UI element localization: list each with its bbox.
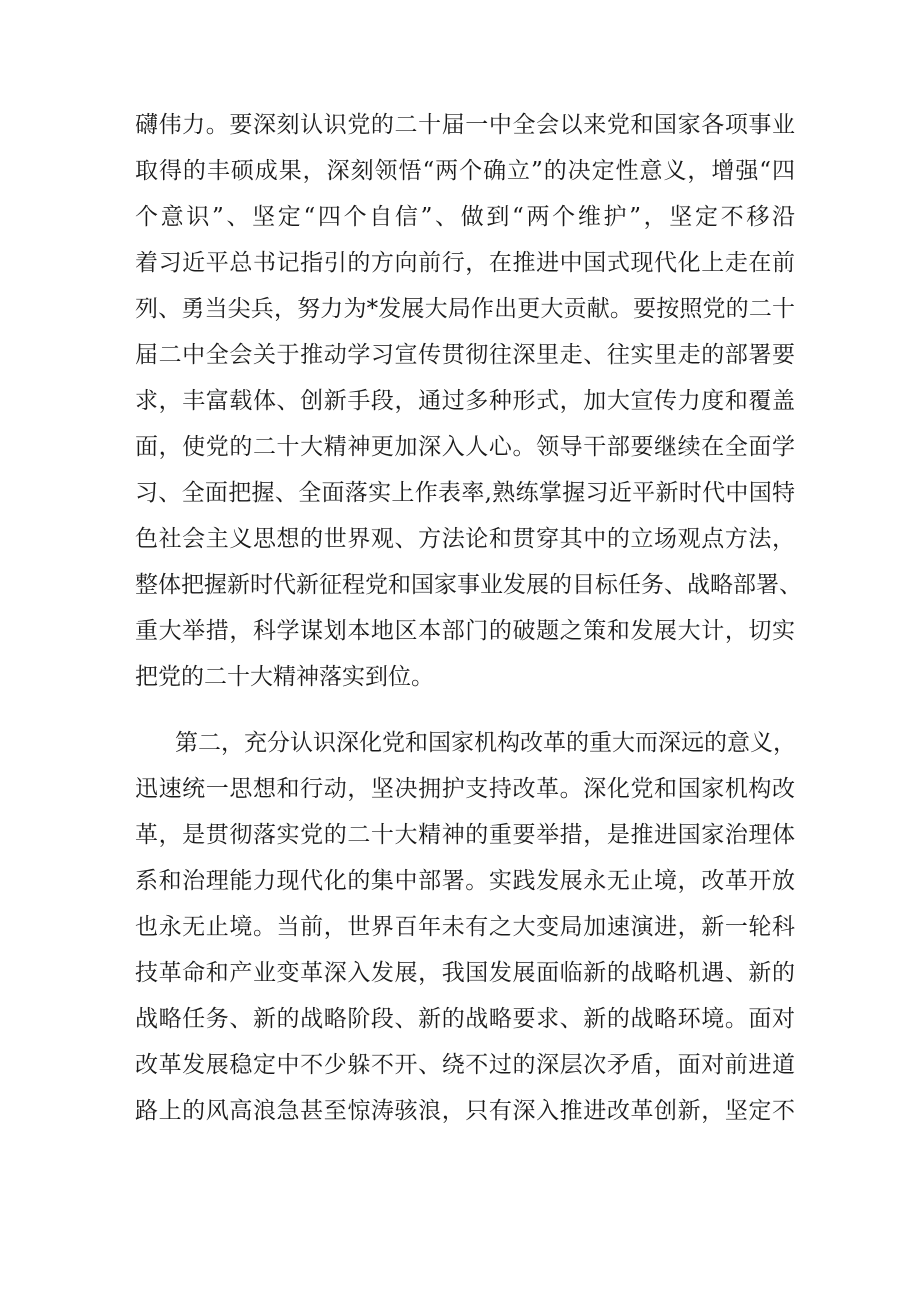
text-line: 第二，充分认识深化党和国家机构改革的重大而深远的意义， bbox=[175, 730, 796, 756]
text-line: 个意识”、坚定“四个自信”、做到“两个维护”，坚定不移沿 bbox=[135, 204, 795, 230]
text-line: 路上的风高浪急甚至惊涛骇浪，只有深入推进改革创新，坚定不 bbox=[135, 1098, 795, 1124]
text-line: 改革发展稳定中不少躲不开、绕不过的深层次矛盾，面对前进道 bbox=[135, 1052, 795, 1078]
text-line: 战略任务、新的战略阶段、新的战略要求、新的战略环境。面对 bbox=[135, 1006, 795, 1032]
text-line: 列、勇当尖兵，努力为*发展大局作出更大贡献。要按照党的二十 bbox=[135, 296, 795, 322]
text-line: 技革命和产业变革深入发展，我国发展面临新的战略机遇、新的 bbox=[135, 960, 795, 986]
text-line: 迅速统一思想和行动，坚决拥护支持改革。深化党和国家机构改 bbox=[135, 776, 795, 802]
text-line: 面，使党的二十大精神更加深入人心。领导干部要继续在全面学 bbox=[135, 434, 795, 460]
text-line: 也永无止境。当前，世界百年未有之大变局加速演进，新一轮科 bbox=[135, 914, 795, 940]
text-line: 习、全面把握、全面落实上作表率,熟练掌握习近平新时代中国特 bbox=[135, 480, 795, 506]
text-line: 重大举措，科学谋划本地区本部门的破题之策和发展大计，切实 bbox=[135, 618, 795, 644]
text-line: 届二中全会关于推动学习宣传贯彻往深里走、往实里走的部署要 bbox=[135, 342, 795, 368]
text-line: 革，是贯彻落实党的二十大精神的重要举措，是推进国家治理体 bbox=[135, 822, 795, 848]
text-line: 求，丰富载体、创新手段，通过多种形式，加大宣传力度和覆盖 bbox=[135, 388, 795, 414]
text-line: 色社会主义思想的世界观、方法论和贯穿其中的立场观点方法， bbox=[135, 526, 795, 552]
text-line: 着习近平总书记指引的方向前行，在推进中国式现代化上走在前 bbox=[135, 250, 795, 276]
text-line: 取得的丰硕成果，深刻领悟“两个确立”的决定性意义，增强“四 bbox=[135, 158, 795, 184]
text-line: 礴伟力。要深刻认识党的二十届一中全会以来党和国家各项事业 bbox=[135, 112, 795, 138]
text-line: 把党的二十大精神落实到位。 bbox=[135, 664, 434, 690]
text-line: 整体把握新时代新征程党和国家事业发展的目标任务、战略部署、 bbox=[135, 572, 802, 598]
text-line: 系和治理能力现代化的集中部署。实践发展永无止境，改革开放 bbox=[135, 868, 795, 894]
